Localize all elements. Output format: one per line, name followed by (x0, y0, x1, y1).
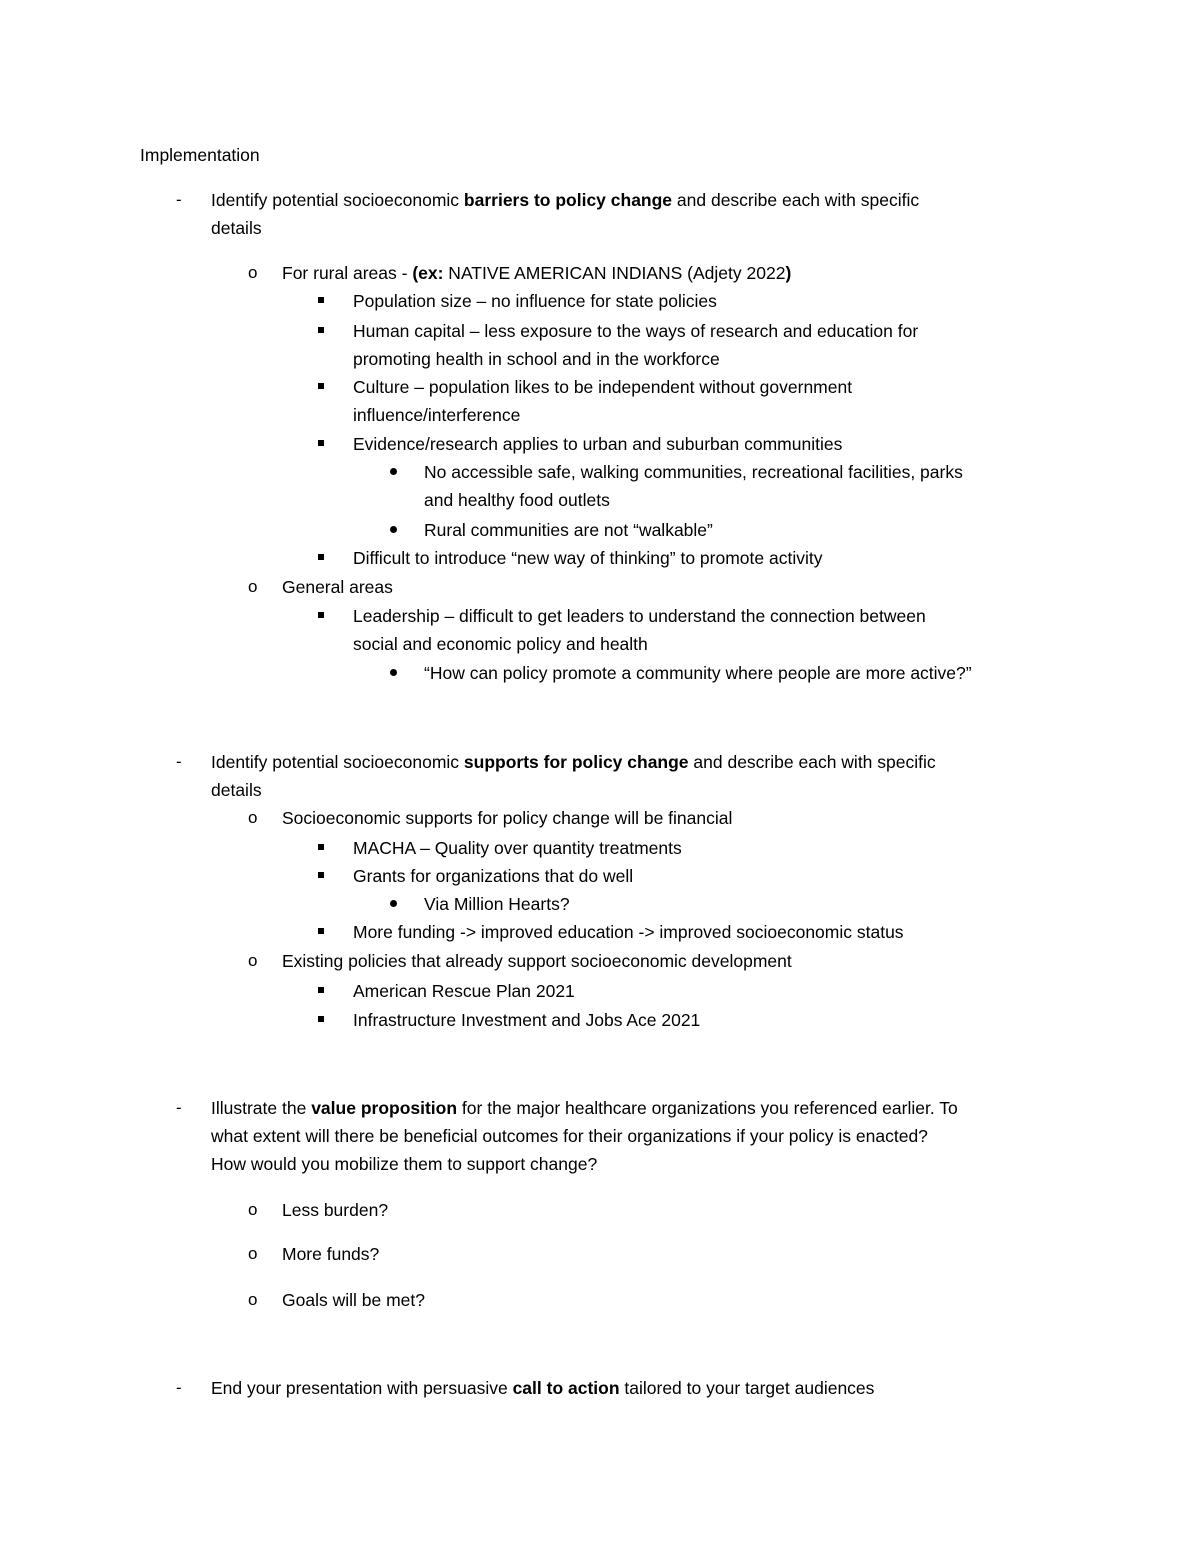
culture-line2: influence/interference (353, 405, 521, 425)
round-bullet (390, 669, 397, 676)
million-hearts-item: Via Million Hearts? (424, 894, 570, 914)
circle-bullet: o (248, 1244, 258, 1263)
square-bullet (318, 554, 324, 560)
s1-heading-line1: Identify potential socioeconomic barriers to policy change and describe each with specific (211, 190, 920, 210)
more-funds-item: More funds? (282, 1244, 380, 1264)
no-accessible-line1: No accessible safe, walking communities, recreational facilities, parks (424, 462, 963, 482)
square-bullet (318, 1016, 324, 1022)
leadership-line1: Leadership – difficult to get leaders to understand the connection between (353, 606, 926, 626)
square-bullet (318, 987, 324, 993)
dash-bullet: - (176, 752, 182, 771)
round-bullet (390, 526, 397, 533)
general-areas-item: General areas (282, 577, 393, 597)
dash-bullet: - (176, 1098, 182, 1117)
difficult-item: Difficult to introduce “new way of thinking” to promote activity (353, 548, 823, 568)
s3-heading-line1: Illustrate the value proposition for the major healthcare organizations you referenced earlier. To (211, 1098, 958, 1118)
macha-item: MACHA – Quality over quantity treatments (353, 838, 682, 858)
square-bullet (318, 297, 324, 303)
existing-policies-item: Existing policies that already support socioeconomic development (282, 951, 792, 971)
goals-item: Goals will be met? (282, 1290, 425, 1310)
s4-heading: End your presentation with persuasive call to action tailored to your target audiences (211, 1378, 875, 1398)
circle-bullet: o (248, 1200, 258, 1219)
population-size-item: Population size – no influence for state policies (353, 291, 717, 311)
less-burden-item: Less burden? (282, 1200, 389, 1220)
circle-bullet: o (248, 808, 258, 827)
circle-bullet: o (248, 263, 258, 282)
s1-heading-line2: details (211, 218, 262, 238)
dash-bullet: - (176, 1378, 182, 1397)
section-title: Implementation (140, 145, 260, 165)
grants-item: Grants for organizations that do well (353, 866, 634, 886)
square-bullet (318, 612, 324, 618)
square-bullet (318, 872, 324, 878)
financial-item: Socioeconomic supports for policy change will be financial (282, 808, 733, 828)
s2-heading-line1: Identify potential socioeconomic supports for policy change and describe each with specific (211, 752, 936, 772)
s3-heading-line3: How would you mobilize them to support change? (211, 1154, 598, 1174)
more-funding-item: More funding -> improved education -> improved socioeconomic status (353, 922, 904, 942)
circle-bullet: o (248, 1290, 258, 1309)
square-bullet (318, 928, 324, 934)
s2-heading-line2: details (211, 780, 262, 800)
square-bullet (318, 844, 324, 850)
round-bullet (390, 468, 397, 475)
human-capital-line1: Human capital – less exposure to the ways of research and education for (353, 321, 919, 341)
how-can-policy-item: “How can policy promote a community where people are more active?” (424, 663, 972, 683)
circle-bullet: o (248, 951, 258, 970)
culture-line1: Culture – population likes to be independent without government (353, 377, 853, 397)
square-bullet (318, 440, 324, 446)
rural-areas-item: For rural areas - (ex: NATIVE AMERICAN INDIANS (Adjety 2022) (282, 263, 792, 283)
square-bullet (318, 327, 324, 333)
human-capital-line2: promoting health in school and in the workforce (353, 349, 720, 369)
circle-bullet: o (248, 577, 258, 596)
round-bullet (390, 900, 397, 907)
s3-heading-line2: what extent will there be beneficial outcomes for their organizations if your policy is enacted? (211, 1126, 928, 1146)
leadership-line2: social and economic policy and health (353, 634, 648, 654)
rural-communities-item: Rural communities are not “walkable” (424, 520, 713, 540)
dash-bullet: - (176, 190, 182, 209)
infrastructure-item: Infrastructure Investment and Jobs Ace 2021 (353, 1010, 701, 1030)
no-accessible-line2: and healthy food outlets (424, 490, 610, 510)
square-bullet (318, 383, 324, 389)
evidence-item: Evidence/research applies to urban and suburban communities (353, 434, 843, 454)
american-rescue-item: American Rescue Plan 2021 (353, 981, 575, 1001)
